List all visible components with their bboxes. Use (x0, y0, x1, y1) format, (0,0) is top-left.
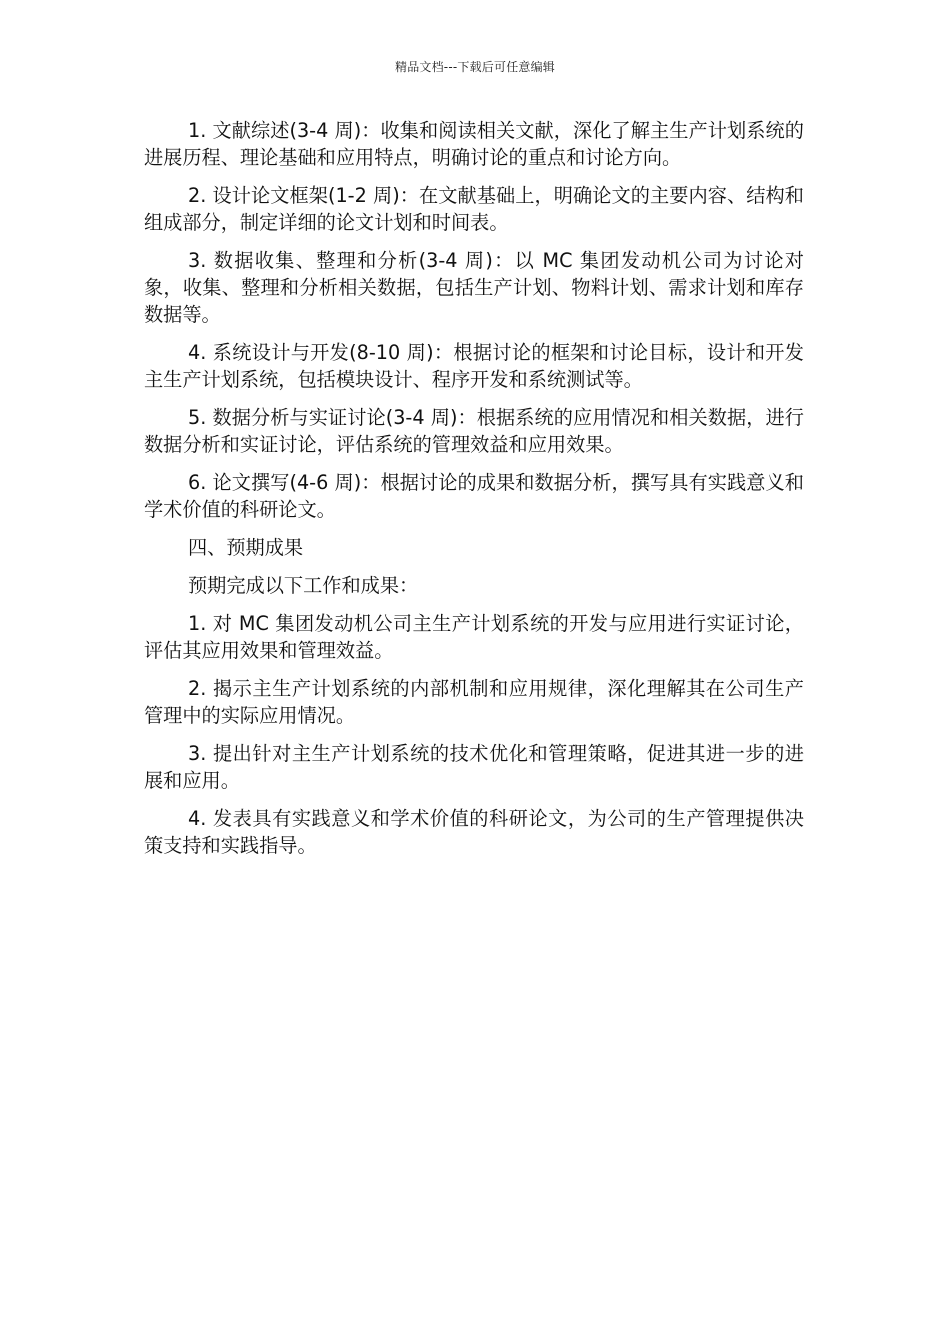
schedule-item-2: 2. 设计论文框架(1-2 周)：在文献基础上，明确论文的主要内容、结构和组成部分，制定详细的论文计划和时间表。 (144, 184, 804, 234)
document-body (144, 117, 804, 870)
result-item-3: 3. 提出针对主生产计划系统的技术优化和管理策略，促进其进一步的进展和应用。 (144, 742, 804, 792)
result-item-2: 2. 揭示主生产计划系统的内部机制和应用规律，深化理解其在公司生产管理中的实际应用情况。 (144, 677, 804, 727)
schedule-item-3: 3. 数据收集、整理和分析(3-4 周)：以 MC 集团发动机公司为讨论对象，收集、整理和分析相关数据，包括生产计划、物料计划、需求计划和库存数据等。 (144, 249, 804, 326)
schedule-item-4: 4. 系统设计与开发(8-10 周)：根据讨论的框架和讨论目标，设计和开发主生产计划系统，包括模块设计、程序开发和系统测试等。 (144, 341, 804, 391)
result-item-1: 1. 对 MC 集团发动机公司主生产计划系统的开发与应用进行实证讨论，评估其应用效果和管理效益。 (144, 612, 804, 662)
section-intro: 预期完成以下工作和成果： (188, 574, 419, 597)
schedule-item-1: 1. 文献综述(3-4 周)：收集和阅读相关文献，深化了解主生产计划系统的进展历程、理论基础和应用特点，明确讨论的重点和讨论方向。 (144, 119, 804, 169)
schedule-item-5: 5. 数据分析与实证讨论(3-4 周)：根据系统的应用情况和相关数据，进行数据分析和实证讨论，评估系统的管理效益和应用效果。 (144, 406, 804, 456)
schedule-item-6: 6. 论文撰写(4-6 周)：根据讨论的成果和数据分析，撰写具有实践意义和学术价值的科研论文。 (144, 471, 804, 521)
result-item-4: 4. 发表具有实践意义和学术价值的科研论文，为公司的生产管理提供决策支持和实践指导。 (144, 807, 804, 857)
section-heading-expected-results: 四、预期成果 (188, 536, 304, 559)
page-header: 精品文档---下载后可任意编辑 (395, 60, 555, 74)
